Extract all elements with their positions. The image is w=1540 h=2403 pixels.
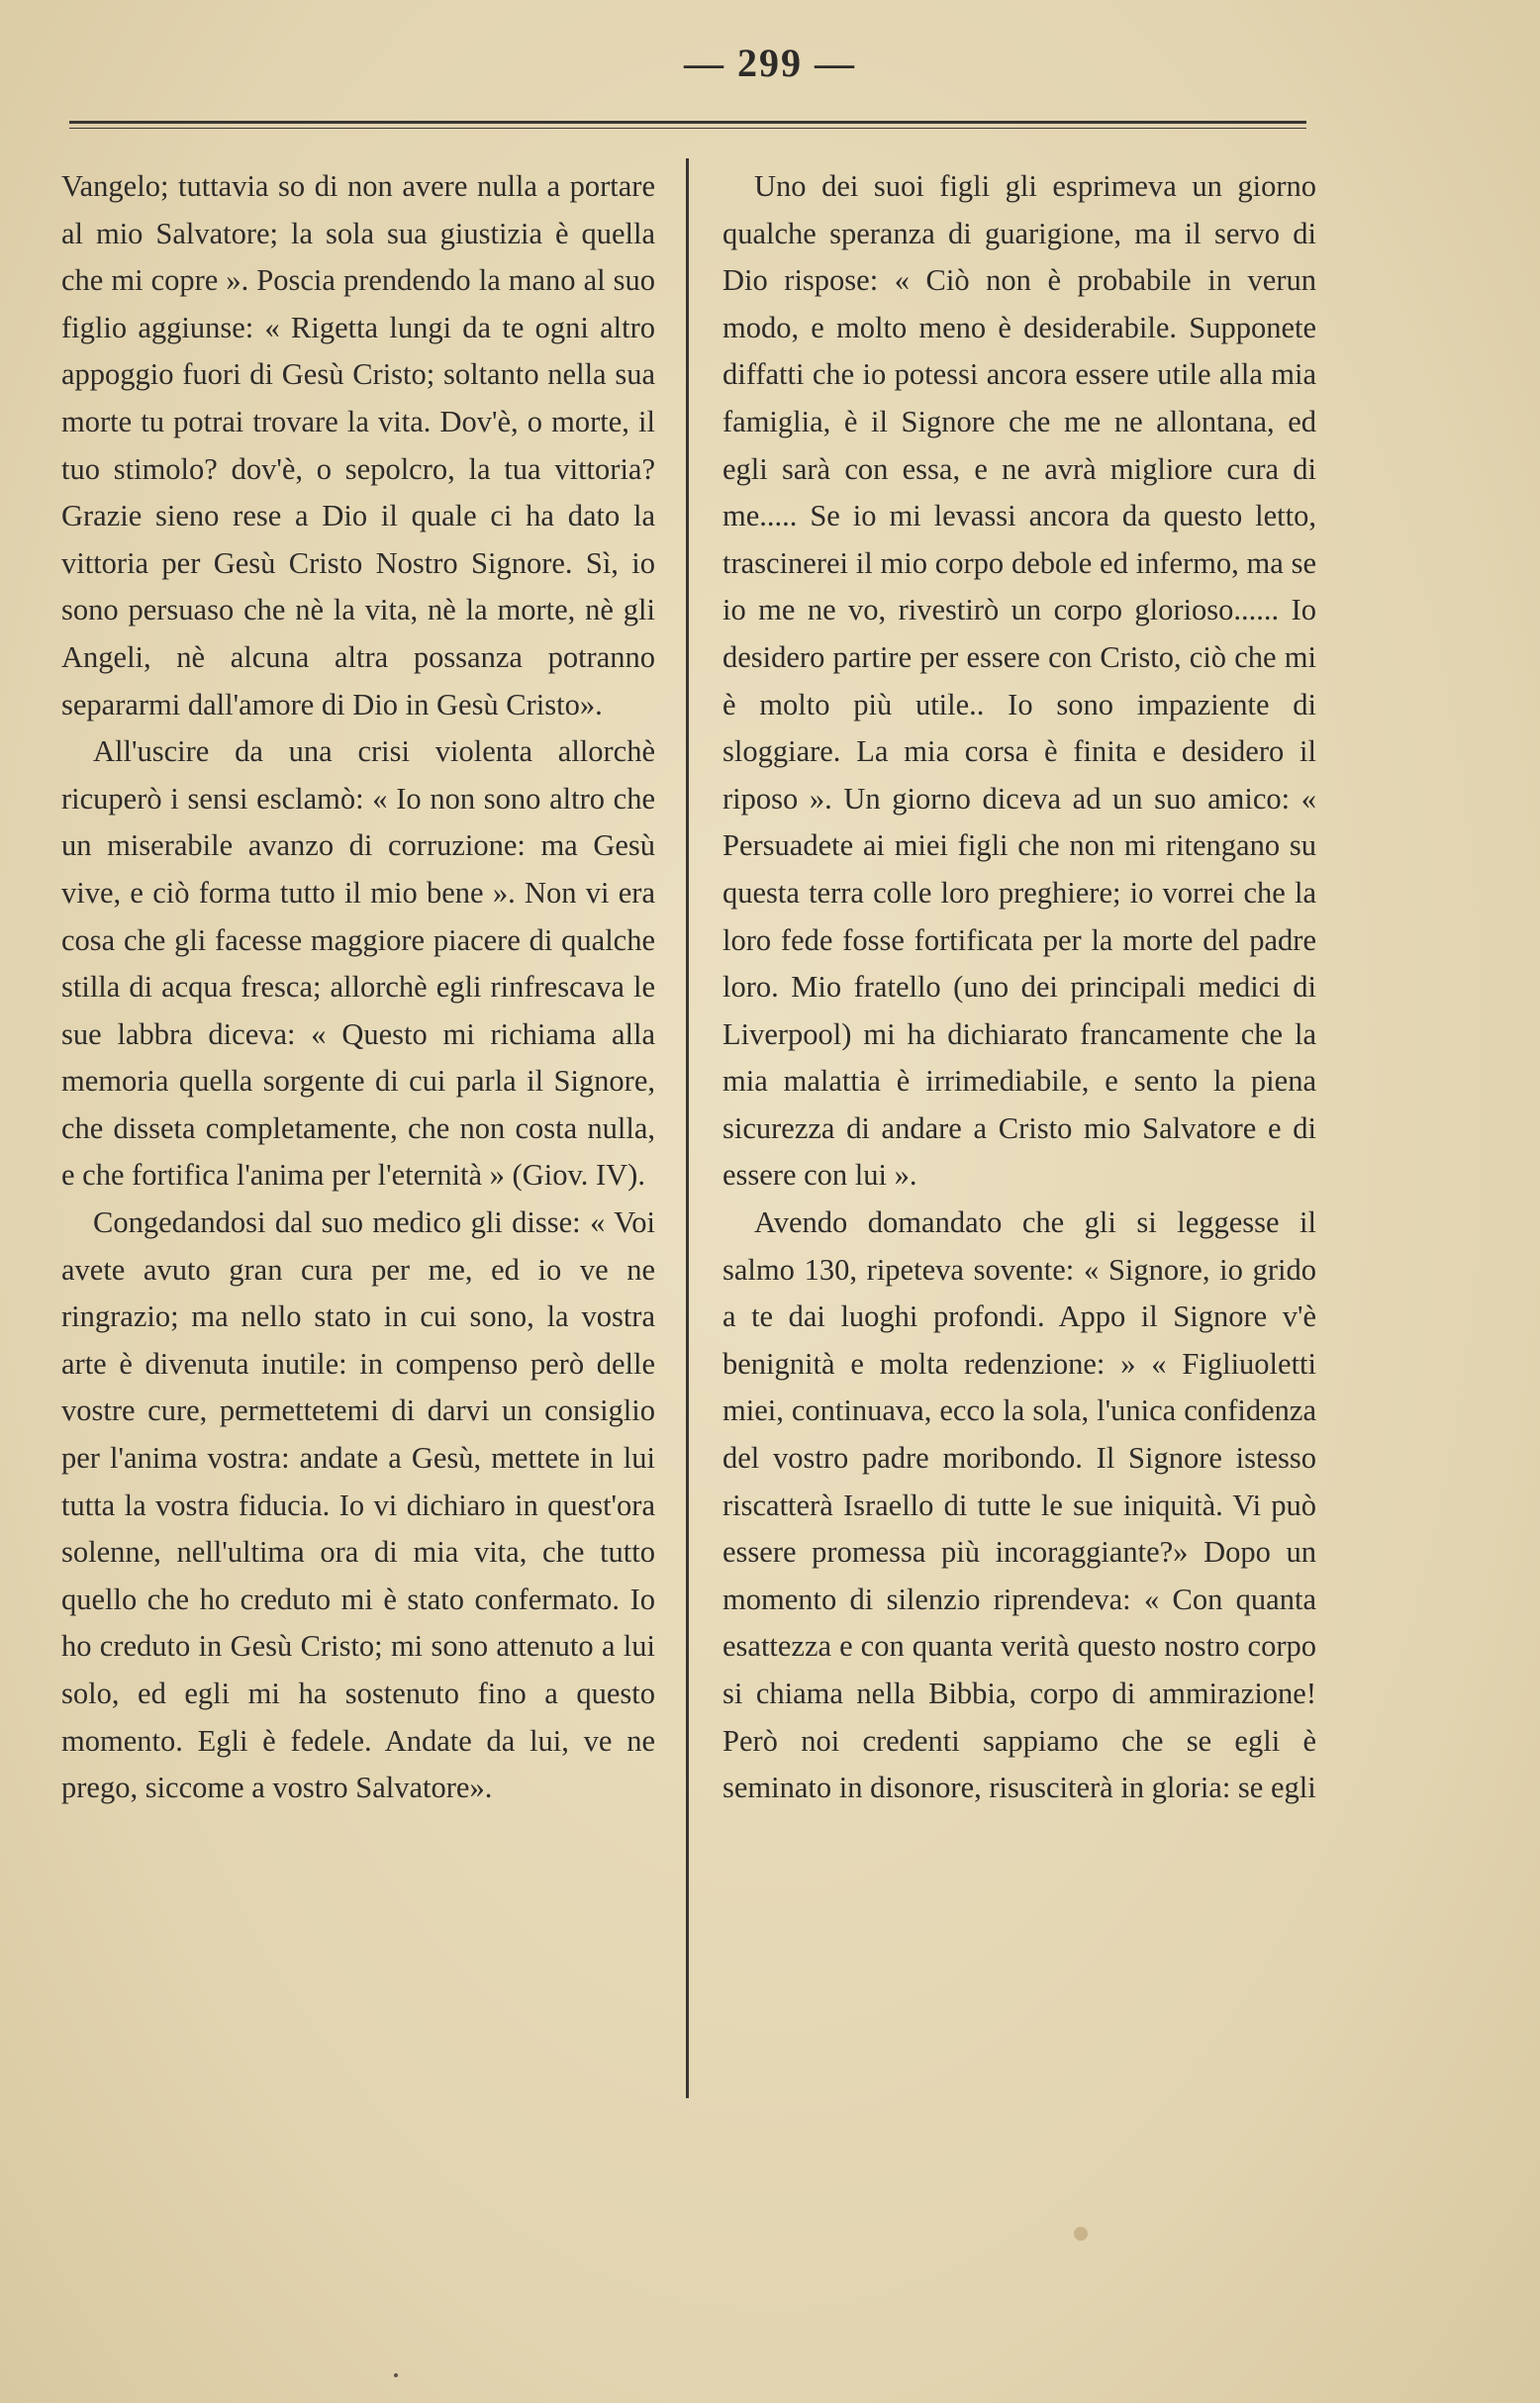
page-number: — 299 — xyxy=(684,41,856,85)
paragraph: Vangelo; tuttavia so di non avere nulla a portare al mio Salvatore; la sola sua giustizia è quella che mi copre ». Poscia prendendo la mano al suo figlio aggiunse: « Rigetta lungi da te ogni altro appoggio fuori di Gesù Cristo; soltanto nella sua morte tu potrai trovare la vita. Dov'è, o morte, il tuo stimolo? dov'è, o sepolcro, la tua vittoria? Grazie sieno rese a Dio il quale ci ha dato la vittoria per Gesù Cristo Nostro Signore. Sì, io sono persuaso che nè la vita, nè la morte, nè gli Angeli, nè alcuna altra possanza potranno separarmi dall'amore di Dio in Gesù Cristo». xyxy=(61,169,655,721)
paragraph: All'uscire da una crisi violenta allorchè ricuperò i sensi esclamò: « Io non sono altro che un miserabile avanzo di corruzione: ma Gesù vive, e ciò forma tutto il mio bene ». Non vi era cosa che gli facesse maggiore piacere di qualche stilla di acqua fresca; allorchè egli rinfrescava le sue labbra diceva: « Questo mi richiama alla memoria quella sorgente di cui parla il Signore, che disseta completamente, che non costa nulla, e che fortifica l'anima per l'eternità » (Giov. IV). xyxy=(61,734,655,1193)
right-column xyxy=(722,163,1316,1812)
header-rule-thick xyxy=(69,121,1306,124)
left-column xyxy=(61,163,655,1812)
paragraph: Congedandosi dal suo medico gli disse: « Voi avete avuto gran cura per me, ed io ve ne ringrazio; ma nello stato in cui sono, la vostra arte è divenuta inutile: in compenso però delle vostre cure, permettetemi di darvi un consiglio per l'anima vostra: andate a Gesù, mettete in lui tutta la vostra fiducia. Io vi dichiaro in quest'ora solenne, nell'ultima ora di mia vita, che tutto quello che ho creduto mi è stato confermato. Io ho creduto in Gesù Cristo; mi sono attenuto a lui solo, ed egli mi ha sostenuto fino a questo momento. Egli è fedele. Andate da lui, ve ne prego, siccome a vostro Salvatore». xyxy=(61,1205,655,1805)
paper-speck xyxy=(394,2373,398,2377)
header-rule-thin xyxy=(69,128,1306,129)
column-divider xyxy=(686,158,689,2098)
paper-stain xyxy=(1074,2227,1088,2241)
paragraph: Uno dei suoi figli gli esprimeva un giorno qualche speranza di guarigione, ma il servo di Dio rispose: « Ciò non è probabile in verun modo, e molto meno è desiderabile. Supponete diffatti che io potessi ancora essere utile alla mia famiglia, è il Signore che me ne allontana, ed egli sarà con essa, e ne avrà migliore cura di me..... Se io mi levassi ancora da questo letto, trascinerei il mio corpo debole ed infermo, ma se io me ne vo, rivestirò un corpo glorioso...... Io desidero partire per essere con Cristo, ciò che mi è molto più utile.. Io sono impaziente di sloggiare. La mia corsa è finita e desidero il riposo ». Un giorno diceva ad un suo amico: « Persuadete ai miei figli che non mi ritengano su questa terra colle loro preghiere; io vorrei che la loro fede fosse fortificata per la morte del padre loro. Mio fratello (uno dei principali medici di Liverpool) mi ha dichiarato francamente che la mia malattia è irrimediabile, e sento la piena sicurezza di andare a Cristo mio Salvatore e di essere con lui ». xyxy=(722,169,1316,1193)
paragraph: Avendo domandato che gli si leggesse il salmo 130, ripeteva sovente: « Signore, io grido a te dai luoghi profondi. Appo il Signore v'è benignità e molta redenzione: » « Figliuoletti miei, continuava, ecco la sola, l'unica confidenza del vostro padre moribondo. Il Signore istesso riscatterà Israello di tutte le sue iniquità. Vi può essere promessa più incoraggiante?» Dopo un momento di silenzio riprendeva: « Con quanta esattezza e con quanta verità questo nostro corpo si chiama nella Bibbia, corpo di ammirazione! Però noi credenti sappiamo che se egli è seminato in disonore, risusciterà in gloria: se egli xyxy=(722,1205,1316,1805)
